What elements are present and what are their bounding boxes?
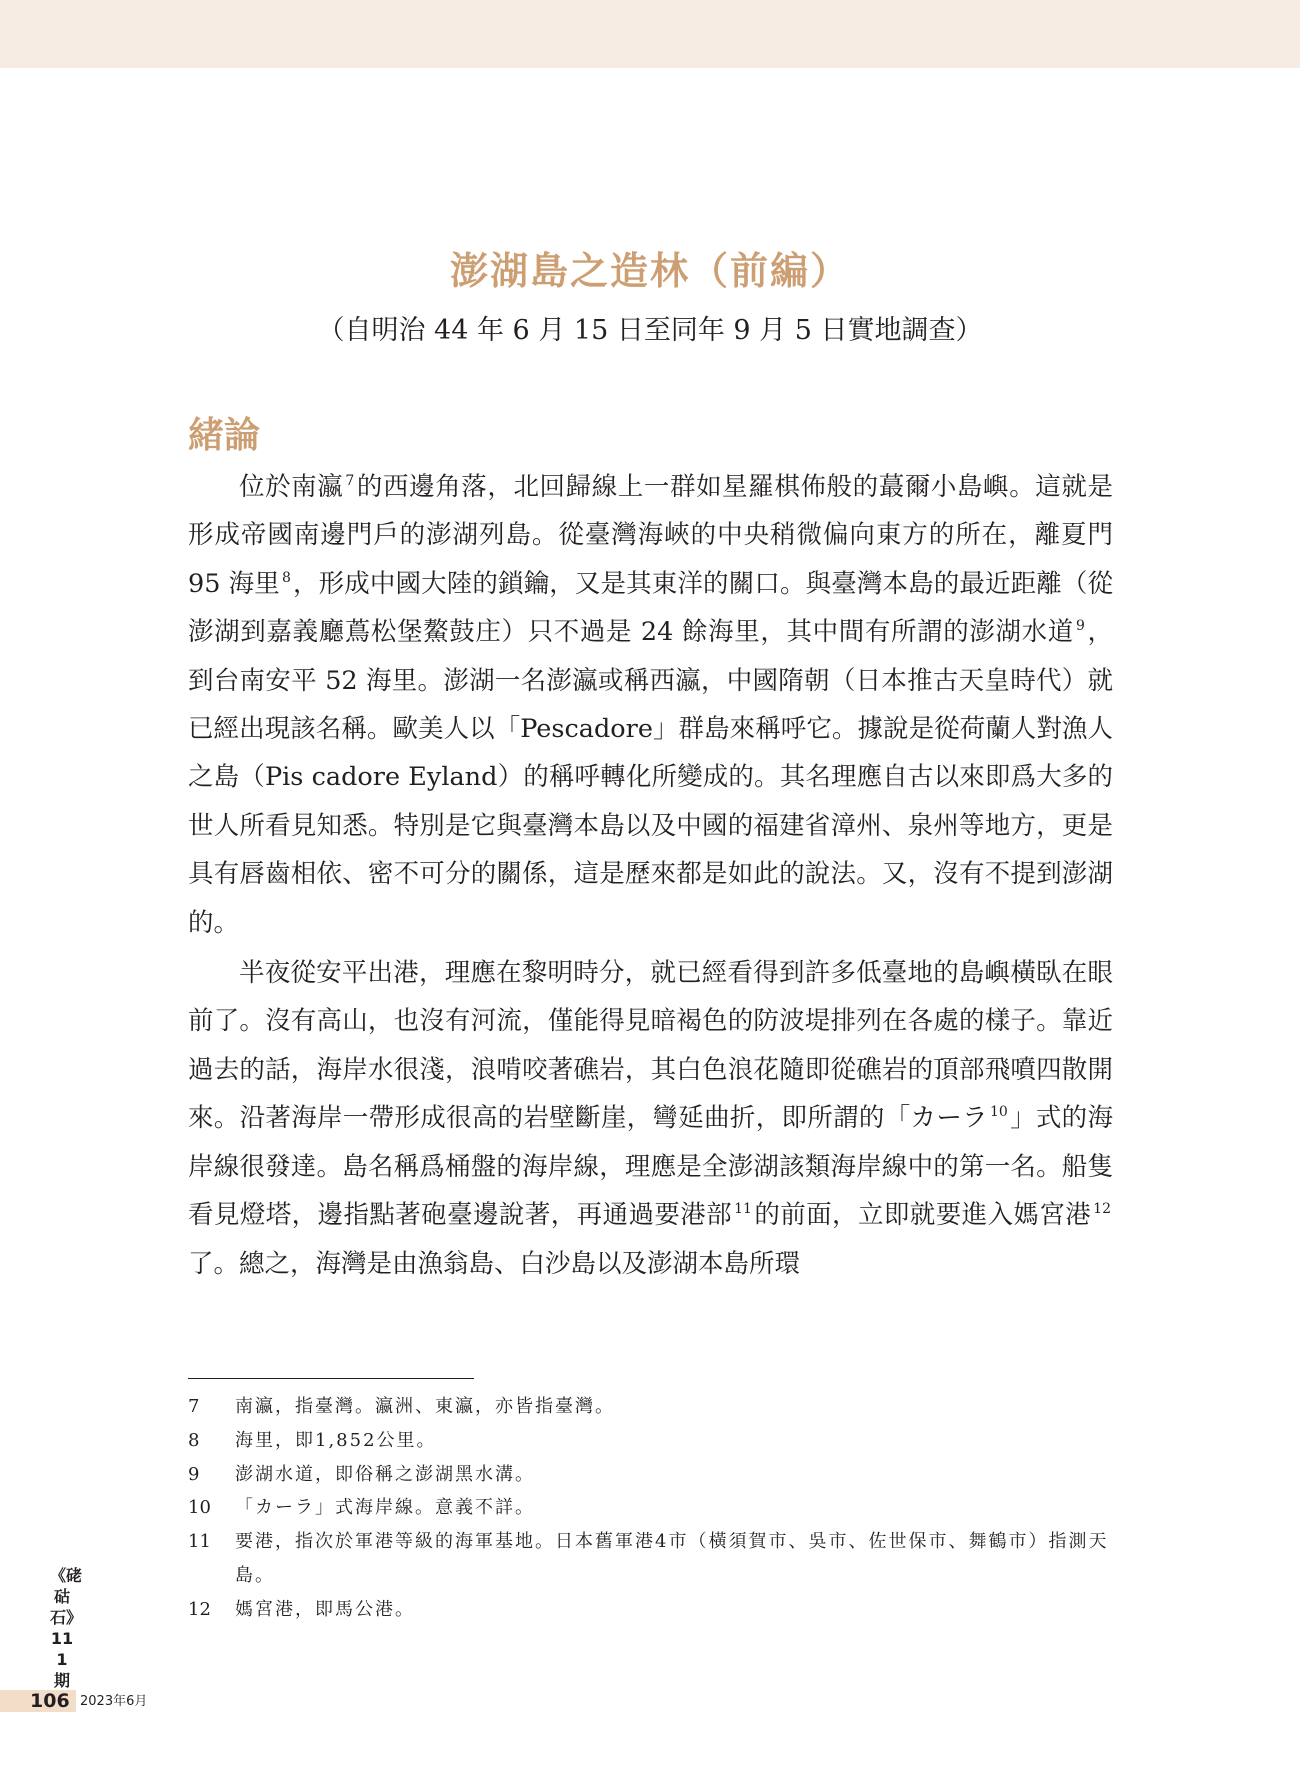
- footnote-number: 7: [188, 1396, 200, 1417]
- text-span: ，形成中國大陸的鎖鑰，又是其東洋的關口。與臺灣本島的最近距離（從澎湖到嘉義廳蔦松堡鰲鼓庄）只不過是 24 餘海里，其中間有所謂的澎湖水道: [188, 568, 1113, 648]
- footnote-item: [188, 1525, 1113, 1593]
- footnote-text: 「カーラ」式海岸線。意義不詳。: [235, 1497, 535, 1519]
- text-span: 半夜從安平出港，理應在黎明時分，就已經看得到許多低臺地的島嶼橫臥在眼前了。沒有高山，也沒有河流，僅能得見暗褐色的防波堤排列在各處的樣子。靠近過去的話，海岸水很淺，浪啃咬著礁岩，其白色浪花隨即從礁岩的頂部飛噴四散開來。沿著海岸一帶形成很高的岩壁斷崖，彎延曲折，即所謂的「カーラ: [188, 958, 1113, 1134]
- footnote-number: 9: [188, 1463, 200, 1485]
- footnote-ref: 10: [989, 1104, 1008, 1121]
- text-span: 位於南瀛: [239, 472, 344, 502]
- footnote-text: 澎湖水道，即俗稱之澎湖黑水溝。: [235, 1463, 535, 1485]
- magazine-name: 《硓𥑮石》111期: [50, 1566, 83, 1690]
- paragraph-1: [188, 463, 1113, 947]
- footnote-text: 媽宮港，即馬公港。: [235, 1598, 415, 1620]
- footnotes: [188, 1390, 1113, 1627]
- top-band: [0, 0, 1300, 68]
- text-span: 」式的海岸線很發達。島名稱爲桶盤的海岸線，理應是全澎湖該類海岸線中的第一名。船隻看見燈塔，邊指點著砲臺邊說著，再通過要港部: [188, 1103, 1113, 1231]
- article-title: 澎湖島之造林（前編）: [449, 249, 850, 293]
- text-span: ，到台南安平 52 海里。澎湖一名澎瀛或稱西瀛，中國隋朝（日本推古天皇時代）就已經出現該名稱。歐美人以「Pescadore」群島來稱呼它。據說是從荷蘭人對漁人之島（Pis cadore Eyland）的稱呼轉化所變成的。其名理應自古以來即爲大多的世人所看見知悉。特別是它與臺灣本島以及中國的福建省漳州、泉州等地方，更是具有唇齒相依、密不可分的關係，這是歷來都是如此的說法。又，沒有不提到澎湖的。: [188, 617, 1113, 938]
- footnote-item: [188, 1458, 1113, 1492]
- footnote-item: [188, 1491, 1113, 1525]
- footnote-ref: 9: [1075, 618, 1085, 635]
- issue-date: 2023年6月: [80, 1694, 148, 1709]
- footnote-item: [188, 1593, 1113, 1627]
- footnote-number: 12: [188, 1598, 211, 1620]
- paragraph-2: [188, 949, 1113, 1288]
- footnote-item: [188, 1390, 1113, 1424]
- article-body: [188, 463, 1113, 1288]
- footnote-ref: 12: [1093, 1201, 1111, 1218]
- footnote-ref: 8: [281, 569, 291, 586]
- footnote-text: 南瀛，指臺灣。瀛洲、東瀛，亦皆指臺灣。: [235, 1396, 615, 1417]
- footnote-number: 8: [188, 1429, 200, 1451]
- footnote-divider: [188, 1378, 474, 1379]
- text-span: 的前面，立即就要進入媽宮港: [753, 1200, 1092, 1231]
- footnote-item: [188, 1424, 1113, 1458]
- footnote-ref: 7: [345, 473, 355, 489]
- text-span: 的西邊角落，北回歸線上一群如星羅棋佈般的蕞爾小島嶼。這就是形成帝國南邊門戶的澎湖列島。從臺灣海峽的中央稍微偏向東方的所在，離夏門 95 海里: [188, 472, 1113, 599]
- footnote-text: 要港，指次於軍港等級的海軍基地。日本舊軍港4市（橫須賀市、吳市、佐世保市、舞鶴市）指測天島。: [235, 1531, 1109, 1586]
- article-subtitle: （自明治 44 年 6 月 15 日至同年 9 月 5 日實地調查）: [317, 315, 983, 346]
- section-heading: 緒論: [188, 415, 261, 456]
- footnote-number: 10: [188, 1497, 211, 1519]
- footnote-ref: 11: [734, 1201, 752, 1218]
- text-span: 了。總之，海灣是由漁翁島、白沙島以及澎湖本島所環: [188, 1248, 801, 1279]
- footnote-text: 海里，即1,852公里。: [235, 1429, 437, 1451]
- footnote-number: 11: [188, 1531, 211, 1553]
- page-number: 106: [30, 1690, 70, 1712]
